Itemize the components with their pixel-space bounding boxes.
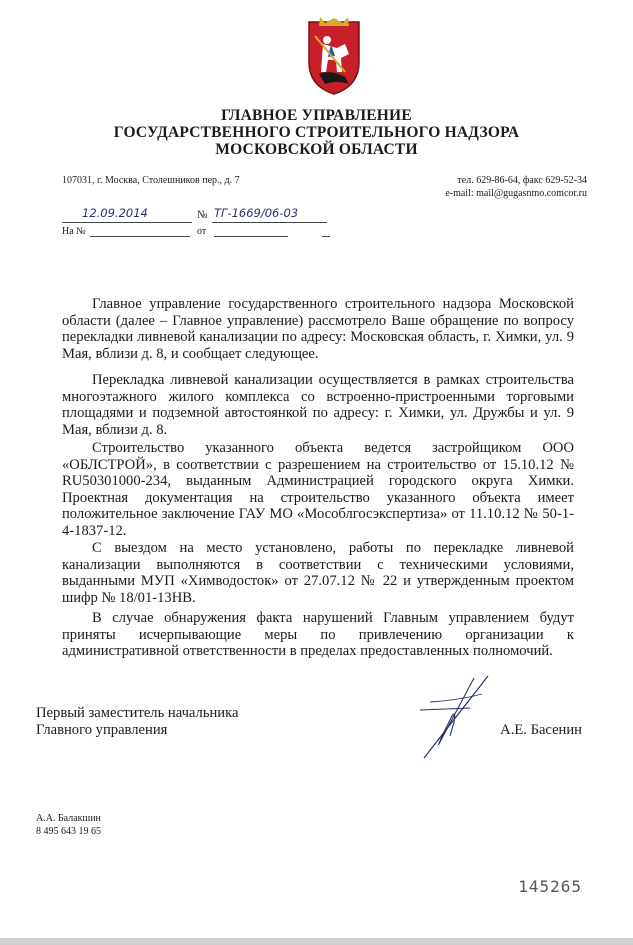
body-paragraph-2: Перекладка ливневой канализации осуществляется в рамках строительства многоэтажного жилого комплекса со встроенно-пристроенными торговыми площадями и подземной автостоянкой по адресу: г. Химки, ул. Дружбы и ул. 9 Мая, вблизи д. 8. <box>62 372 574 438</box>
form-serial-number: 145265 <box>518 877 582 896</box>
handwritten-signature <box>400 672 510 762</box>
org-address: 107031, г. Москва, Столешников пер., д. 7 <box>62 175 240 186</box>
org-title-line2: ГОСУДАРСТВЕННОГО СТРОИТЕЛЬНОГО НАДЗОРА <box>113 124 520 141</box>
scan-bottom-edge <box>0 938 633 945</box>
outgoing-number-line <box>212 206 327 223</box>
incoming-date-label: от <box>197 226 207 237</box>
signatory-position-line1: Первый заместитель начальника <box>36 705 239 721</box>
org-email: e-mail: mail@gugasnmo.comcor.ru <box>445 188 587 199</box>
incoming-date-tail <box>322 236 330 237</box>
outgoing-number-handwritten: ТГ-1669/06-03 <box>214 206 299 220</box>
body-paragraph-3: Строительство указанного объекта ведется застройщиком ООО «ОБЛСТРОЙ», в соответствии с разрешением на строительство от 15.10.12 № RU50301000-234, выданным Администрацией городского округа Химки. Проектная документация на строительство указанного объекта имеет положительное заключение ГАУ МО «Мособлгосэкспертиза» от 11.10.12 № 50-1-4-1837-12. <box>62 440 574 539</box>
org-title-line3: МОСКОВСКОЙ ОБЛАСТИ <box>215 141 418 158</box>
outgoing-date-handwritten: 12.09.2014 <box>82 206 148 220</box>
body-paragraph-1: Главное управление государственного строительного надзора Московской области (далее – Главное управление) рассмотрело Ваше обращение по вопросу перекладки ливневой канализации по адресу: Московская область, г. Химки, ул. 9 Мая, вблизи д. 8, и сообщает следующее. <box>62 296 574 362</box>
signatory-position-line2: Главного управления <box>36 722 168 738</box>
outgoing-number-label: № <box>197 209 208 221</box>
incoming-number-label: На № <box>62 226 86 237</box>
executor-name: А.А. Балакшин <box>36 813 101 824</box>
body-paragraph-4: С выездом на место установлено, работы по перекладке ливневой канализации выполняются в соответствии с техническими условиями, выданными МУП «Химводосток» от 27.07.12 № 22 и утвержденным проектом шифр № 18/01-13НВ. <box>62 540 574 606</box>
org-phone: тел. 629-86-64, факс 629-52-34 <box>457 175 587 186</box>
incoming-date-line <box>214 236 288 237</box>
org-title-line1: ГЛАВНОЕ УПРАВЛЕНИЕ <box>221 107 412 124</box>
body-paragraph-5: В случае обнаружения факта нарушений Главным управлением будут приняты исчерпывающие меры по привлечению организации к административной ответственности в пределах предоставленных полномочий. <box>62 610 574 660</box>
executor-phone: 8 495 643 19 65 <box>36 826 101 837</box>
signatory-name: А.Е. Басенин <box>500 722 582 738</box>
outgoing-date-line <box>62 206 192 223</box>
moscow-oblast-coat-of-arms-icon <box>301 14 367 98</box>
incoming-number-line <box>90 236 190 237</box>
